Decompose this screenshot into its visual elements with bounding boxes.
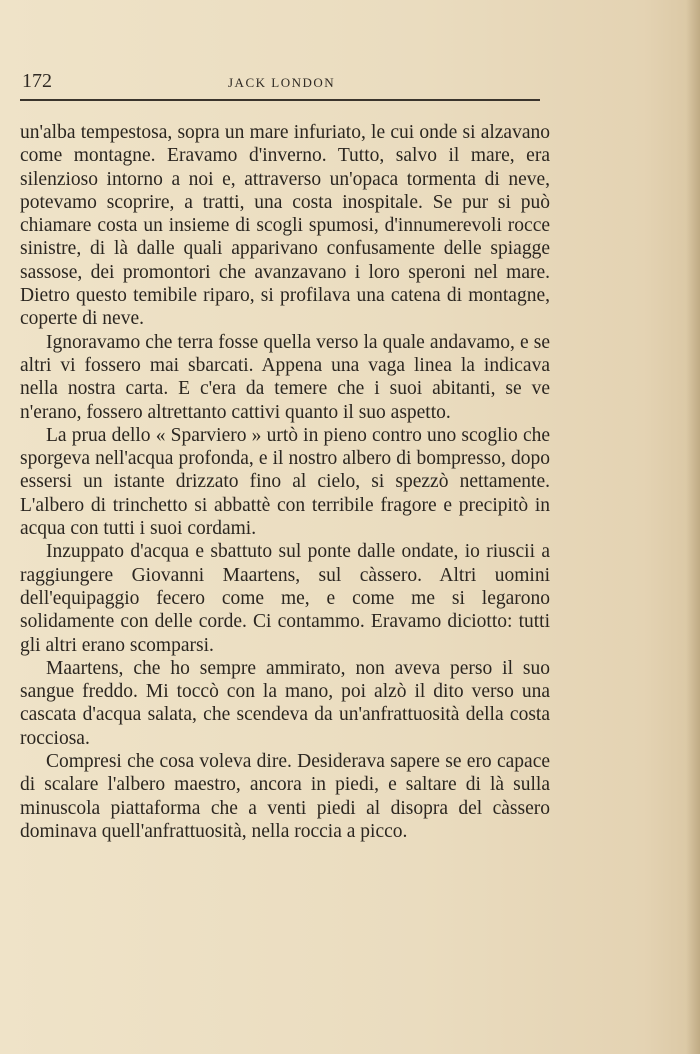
page-header: [20, 70, 540, 98]
running-head: JACK LONDON: [228, 75, 336, 90]
page-number: 172: [22, 70, 52, 92]
paragraph: Compresi che cosa voleva dire. Desiderava sapere se ero capace di scalare l'albero maestro, ancora in piedi, e saltare di là sulla minuscola piattaforma che a venti piedi al disopra del càssero dominava quell'anfrattuosità, nella roccia a picco.: [20, 751, 550, 842]
paragraph: Maartens, che ho sempre ammirato, non aveva perso il suo sangue freddo. Mi toccò con la mano, poi alzò il dito verso una cascata d'acqua salata, che scendeva da un'anfrattuosità della costa rocciosa.: [20, 657, 550, 749]
paragraph: La prua dello « Sparviero » urtò in pieno contro uno scoglio che sporgeva nell'acqua profonda, e il nostro albero di bompresso, dopo essersi un istante drizzato fino al cielo, si spezzò nettamente. L'albero di trinchetto si abbattè con terribile fragore e precipitò in acqua con tutti i suoi cordami.: [20, 424, 550, 540]
paragraph: Inzuppato d'acqua e sbattuto sul ponte dalle ondate, io riuscii a raggiungere Giovanni Maartens, sul càssero. Altri uomini dell'equipaggio fecero come me, e come me si legarono solidamente con delle corde. Ci contammo. Eravamo diciotto: tutti gli altri erano scomparsi.: [20, 541, 550, 656]
paragraph: un'alba tempestosa, sopra un mare infuriato, le cui onde si alzavano come montagne. Eravamo d'inverno. Tutto, salvo il mare, era silenzioso intorno a noi e, attraverso un'opaca tormenta di neve, potevamo scoprire, a tratti, una costa inospitale. Se pur si può chiamare costa un insieme di scogli spumosi, d'innumerevoli rocce sinistre, di là dalle quali apparivano confusamente delle spiagge sassose, dei promontori che avanzavano i loro speroni nel mare. Dietro questo temibile riparo, si profilava una catena di montagne, coperte di neve.: [20, 122, 550, 330]
header-rule: [20, 99, 540, 101]
page-edge-shadow: [686, 0, 700, 1054]
paragraph: Ignoravamo che terra fosse quella verso la quale andavamo, e se altri vi fossero mai sbarcati. Appena una vaga linea la indicava nella nostra carta. E c'era da temere che i suoi abitanti, se ve n'erano, fossero altrettanto cattivi quanto il suo aspetto.: [20, 331, 550, 423]
body-text: [20, 121, 550, 843]
